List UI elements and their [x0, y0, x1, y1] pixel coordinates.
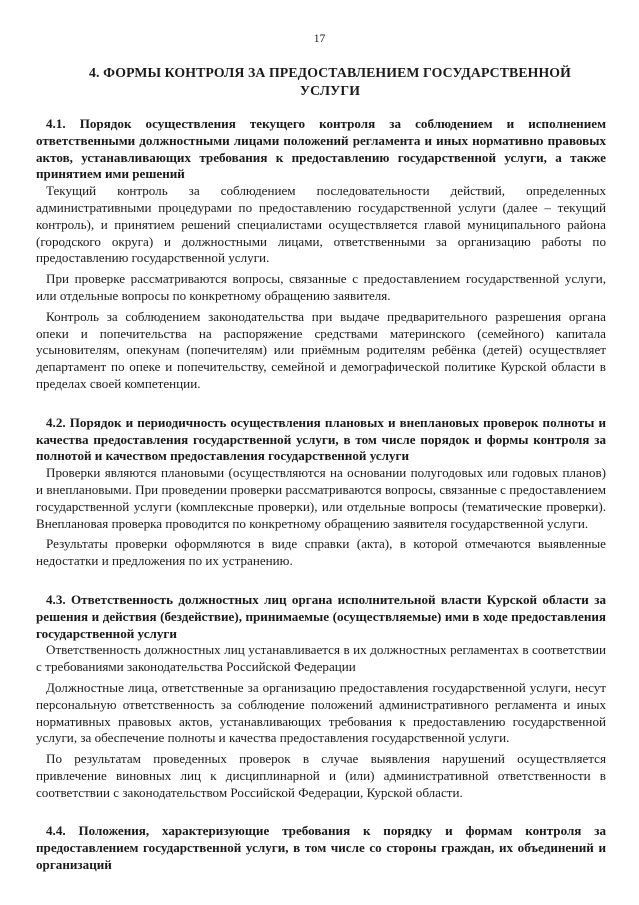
paragraph: Ответственность должностных лиц устанавливается в их должностных регламентах в соответствии с требованиями законодательства Российской Федерации [36, 642, 606, 675]
paragraph: Должностные лица, ответственные за организацию предоставления государственной услуги, несут персональную ответственность за соблюдение положений административного регламента и иных нормативных правовых актов, устанавливающих требования к предоставлению государственной услуги, за обеспечение полноты и качества предоставления государственной услуги. [36, 679, 606, 746]
section-gap [36, 397, 606, 415]
section-heading: 4.2. Порядок и периодичность осуществления плановых и внеплановых проверок полноты и качества предоставления государственной услуги, в том числе порядок и формы контроля за полнотой и качеством предоставления государственной услуги [36, 414, 606, 464]
paragraph: Текущий контроль за соблюдением последовательности действий, определенных административными процедурами по предоставлению государственной услуги (далее – текущий контроль), и принятием решений специалистами осуществляется главой муниципального района (городского округа) и должностными лицами, ответственными за организацию работы по предоставлению государственной услуги. [36, 183, 606, 266]
section-4-2 [36, 415, 606, 570]
chapter-title: 4. ФОРМЫ КОНТРОЛЯ ЗА ПРЕДОСТАВЛЕНИЕМ ГОСУДАРСТВЕННОЙ УСЛУГИ [89, 65, 571, 98]
section-heading: 4.1. Порядок осуществления текущего контроля за соблюдением и исполнением ответственными должностными лицами положений регламента и иных нормативно правовых актов, устанавливающих требования к предоставлению государственной услуги, а также принятием ими решений [36, 116, 606, 182]
section-4-4 [36, 823, 606, 873]
section-4-3 [36, 592, 606, 802]
paragraph: Контроль за соблюдением законодательства при выдаче предварительного разрешения органа опеки и попечительства на распоряжение средствами материнского (семейного) капитала усыновителям, опекунам (попечителям) или приёмным родителям ребёнка (детей) осуществляет департамент по опеке и попечительству, семейной и демографической политике Курской области в пределах своей компетенции. [36, 308, 606, 391]
document-body [36, 116, 606, 874]
section-gap [36, 574, 606, 592]
section-4-1 [36, 116, 606, 393]
paragraph: При проверке рассматриваются вопросы, связанные с предоставлением государственной услуги, или отдельные вопросы по конкретному обращению заявителя. [36, 271, 606, 303]
paragraph: Результаты проверки оформляются в виде справки (акта), в которой отмечаются выявленные недостатки и предложения по их устранению. [36, 536, 606, 569]
paragraph: По результатам проведенных проверок в случае выявления нарушений осуществляется привлечение виновных лиц к дисциплинарной и (или) административной ответственности в соответствии с законодательством Российской Федерации, Курской области. [36, 751, 606, 800]
page-number: 17 [313, 33, 326, 45]
section-heading: 4.3. Ответственность должностных лиц органа исполнительной власти Курской области за решения и действия (бездействие), принимаемые (осуществляемые) ими в ходе предоставления государственной услуги [36, 591, 606, 641]
section-gap [36, 805, 606, 823]
section-heading: 4.4. Положения, характеризующие требования к порядку и формам контроля за предоставлением государственной услуги, в том числе со стороны граждан, их объединений и организаций [36, 823, 606, 873]
paragraph: Проверки являются плановыми (осуществляются на основании полугодовых или годовых планов) и внеплановыми. При проведении проверки рассматриваются вопросы, связанные с предоставлением государственной услуги (комплексные проверки), или отдельные вопросы (тематические проверки). Внеплановая проверка проводится по конкретному обращению заявителя государственной услуги. [36, 465, 606, 531]
